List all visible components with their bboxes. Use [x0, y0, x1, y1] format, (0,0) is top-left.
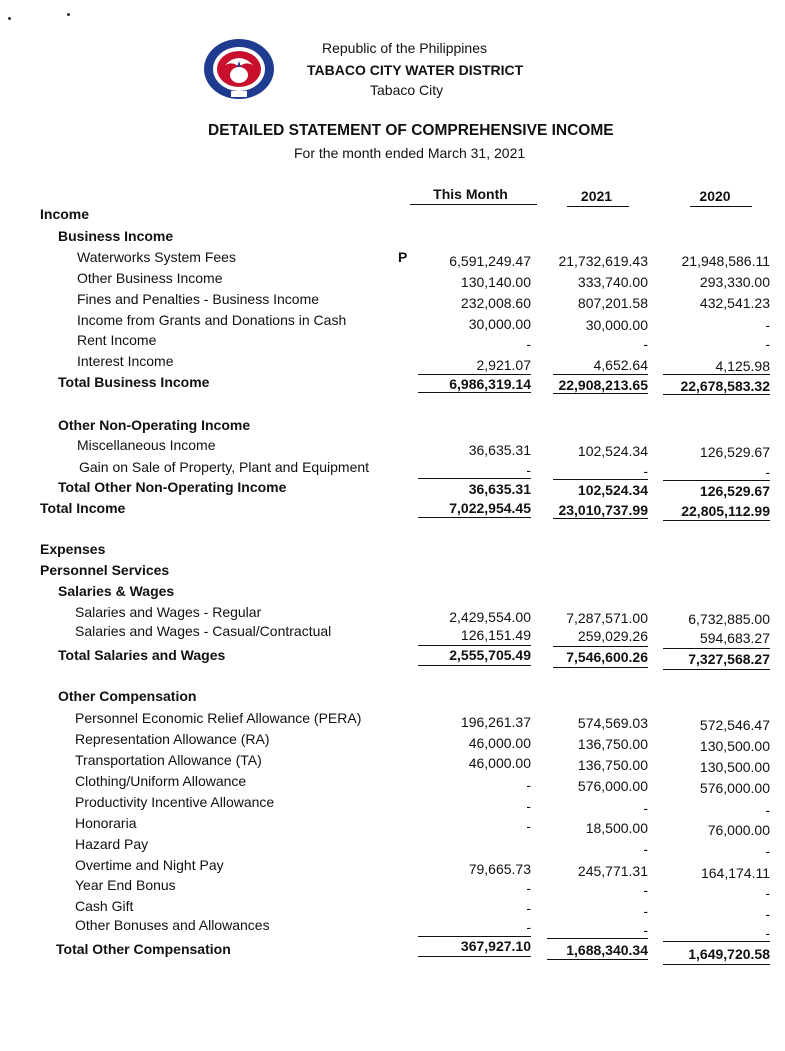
- row-label: Gain on Sale of Property, Plant and Equipment: [79, 459, 370, 475]
- row-label: Overtime and Night Pay: [75, 857, 224, 873]
- row-total-income: Total Income: [40, 500, 126, 516]
- row-value-2020: -: [765, 802, 770, 818]
- total-value-2021: 22,908,213.65: [558, 377, 648, 393]
- row-value-2021: -: [643, 336, 648, 352]
- total-value-this-month: 6,986,319.14: [449, 376, 531, 392]
- row-label: Year End Bonus: [75, 877, 176, 893]
- row-value-2020: 594,683.27: [699, 630, 770, 646]
- column-header-2020: 2020: [699, 188, 731, 204]
- row-value-this-month: 36,635.31: [468, 442, 531, 458]
- row-value-this-month: -: [526, 919, 531, 935]
- row-value-2021: 576,000.00: [577, 778, 648, 794]
- row-value-2020: 572,546.47: [699, 717, 770, 733]
- group-other-compensation: Other Compensation: [58, 688, 197, 704]
- row-value-2021: 136,750.00: [577, 757, 648, 773]
- row-value-2021: 807,201.58: [577, 295, 648, 311]
- group-personnel-services: Personnel Services: [40, 562, 170, 578]
- row-value-this-month: 46,000.00: [468, 755, 531, 771]
- column-underline: [567, 206, 629, 207]
- total-value-2021: 23,010,737.99: [558, 502, 648, 518]
- row-value-2020: 576,000.00: [699, 780, 770, 796]
- total-value-this-month: 7,022,954.45: [449, 500, 531, 516]
- row-label: Personnel Economic Relief Allowance (PERA): [75, 710, 362, 726]
- total-value-2021: 102,524.34: [577, 482, 648, 498]
- total-value-2020: 22,678,583.32: [680, 378, 770, 394]
- total-value-this-month: 2,555,705.49: [449, 647, 531, 663]
- row-value-2021: -: [643, 882, 648, 898]
- water-district-seal: [201, 37, 277, 101]
- row-value-this-month: -: [526, 777, 531, 793]
- row-value-2020: 130,500.00: [699, 738, 770, 754]
- total-value-2021: 7,546,600.26: [566, 649, 648, 665]
- row-value-this-month: -: [526, 462, 531, 478]
- row-label: Income from Grants and Donations in Cash: [77, 312, 347, 328]
- row-value-2020: 76,000.00: [707, 822, 770, 838]
- row-label: Other Bonuses and Allowances: [75, 917, 270, 933]
- row-value-2021: 30,000.00: [585, 317, 648, 333]
- row-label: Miscellaneous Income: [77, 437, 216, 453]
- row-value-2021: 102,524.34: [577, 443, 648, 459]
- row-value-this-month: 126,151.49: [460, 627, 531, 643]
- row-value-this-month: -: [526, 798, 531, 814]
- row-value-this-month: -: [526, 900, 531, 916]
- row-value-2020: -: [765, 906, 770, 922]
- row-label: Clothing/Uniform Allowance: [75, 773, 247, 789]
- row-value-2021: 136,750.00: [577, 736, 648, 752]
- row-label: Honoraria: [75, 815, 137, 831]
- row-value-2020: -: [765, 464, 770, 480]
- row-label: Salaries and Wages - Casual/Contractual: [75, 623, 332, 639]
- row-value-2021: -: [643, 903, 648, 919]
- row-value-2021: -: [643, 922, 648, 938]
- section-expenses: Expenses: [40, 541, 106, 557]
- row-value-this-month: 196,261.37: [460, 714, 531, 730]
- row-total-other-non-operating-income: Total Other Non-Operating Income: [58, 479, 287, 495]
- group-business-income: Business Income: [58, 228, 174, 244]
- row-value-2020: 4,125.98: [715, 358, 770, 374]
- column-underline: [690, 206, 752, 207]
- header-republic: Republic of the Philippines: [322, 40, 487, 56]
- total-value-2021: 1,688,340.34: [566, 942, 648, 958]
- row-label: Waterworks System Fees: [77, 249, 236, 265]
- row-value-2021: 7,287,571.00: [566, 610, 648, 626]
- row-value-2020: 6,732,885.00: [688, 611, 770, 627]
- row-value-2020: 293,330.00: [699, 274, 770, 290]
- row-label: Transportation Allowance (TA): [75, 752, 262, 768]
- row-value-2020: -: [765, 925, 770, 941]
- row-value-2020: -: [765, 843, 770, 859]
- row-total-business-income: Total Business Income: [58, 374, 210, 390]
- row-value-2020: 21,948,586.11: [681, 253, 770, 269]
- total-value-2020: 1,649,720.58: [688, 946, 770, 962]
- row-label: Representation Allowance (RA): [75, 731, 270, 747]
- row-value-2021: 4,652.64: [593, 357, 648, 373]
- row-value-this-month: 6,591,249.47: [449, 253, 531, 269]
- total-value-2020: 22,805,112.99: [681, 503, 770, 519]
- row-value-2021: 21,732,619.43: [558, 253, 648, 269]
- row-value-this-month: 30,000.00: [468, 316, 531, 332]
- row-value-this-month: 79,665.73: [468, 861, 531, 877]
- row-total-salaries-wages: Total Salaries and Wages: [58, 647, 226, 663]
- row-value-this-month: 232,008.60: [460, 295, 531, 311]
- row-label: Rent Income: [77, 332, 157, 348]
- row-value-this-month: -: [526, 818, 531, 834]
- row-value-2020: 432,541.23: [699, 295, 770, 311]
- row-value-2020: 130,500.00: [699, 759, 770, 775]
- row-value-this-month: -: [526, 336, 531, 352]
- section-income: Income: [40, 206, 90, 222]
- row-label: Hazard Pay: [75, 836, 149, 852]
- group-other-non-operating-income: Other Non-Operating Income: [58, 417, 251, 433]
- row-value-2020: -: [765, 336, 770, 352]
- total-value-2020: 126,529.67: [699, 483, 770, 499]
- column-header-2021: 2021: [580, 188, 613, 204]
- row-label: Interest Income: [77, 353, 174, 369]
- total-value-2020: 7,327,568.27: [688, 651, 770, 667]
- row-value-2020: -: [765, 885, 770, 901]
- column-header-this-month: This Month: [433, 186, 508, 202]
- row-value-2020: 126,529.67: [699, 444, 770, 460]
- row-value-this-month: -: [526, 880, 531, 896]
- statement-title: DETAILED STATEMENT OF COMPREHENSIVE INCOME: [208, 122, 614, 139]
- row-value-2021: -: [643, 800, 648, 816]
- column-underline: [410, 204, 537, 205]
- row-value-2021: 18,500.00: [585, 820, 648, 836]
- row-label: Fines and Penalties - Business Income: [77, 291, 320, 307]
- currency-symbol: P: [398, 249, 408, 265]
- row-value-this-month: 2,921.07: [476, 357, 531, 373]
- row-value-2020: 164,174.11: [700, 865, 770, 881]
- statement-subtitle: For the month ended March 31, 2021: [294, 145, 526, 161]
- row-value-2021: -: [643, 841, 648, 857]
- row-label: Other Business Income: [77, 270, 223, 286]
- header-organization: TABACO CITY WATER DISTRICT: [307, 62, 524, 78]
- group-salaries-wages: Salaries & Wages: [58, 583, 175, 599]
- row-value-2021: 333,740.00: [577, 274, 648, 290]
- row-label: Cash Gift: [75, 898, 134, 914]
- header-city: Tabaco City: [370, 82, 444, 98]
- row-total-other-compensation: Total Other Compensation: [56, 941, 231, 957]
- row-value-this-month: 2,429,554.00: [449, 609, 531, 625]
- total-value-this-month: 36,635.31: [468, 481, 531, 497]
- row-value-2021: -: [643, 463, 648, 479]
- row-value-2021: 259,029.26: [577, 628, 648, 644]
- row-label: Salaries and Wages - Regular: [75, 604, 262, 620]
- row-value-2020: -: [765, 317, 770, 333]
- row-value-this-month: 46,000.00: [468, 735, 531, 751]
- row-value-2021: 245,771.31: [577, 863, 648, 879]
- row-value-2021: 574,569.03: [577, 715, 648, 731]
- row-label: Productivity Incentive Allowance: [75, 794, 275, 810]
- total-value-this-month: 367,927.10: [460, 938, 531, 954]
- row-value-this-month: 130,140.00: [460, 274, 531, 290]
